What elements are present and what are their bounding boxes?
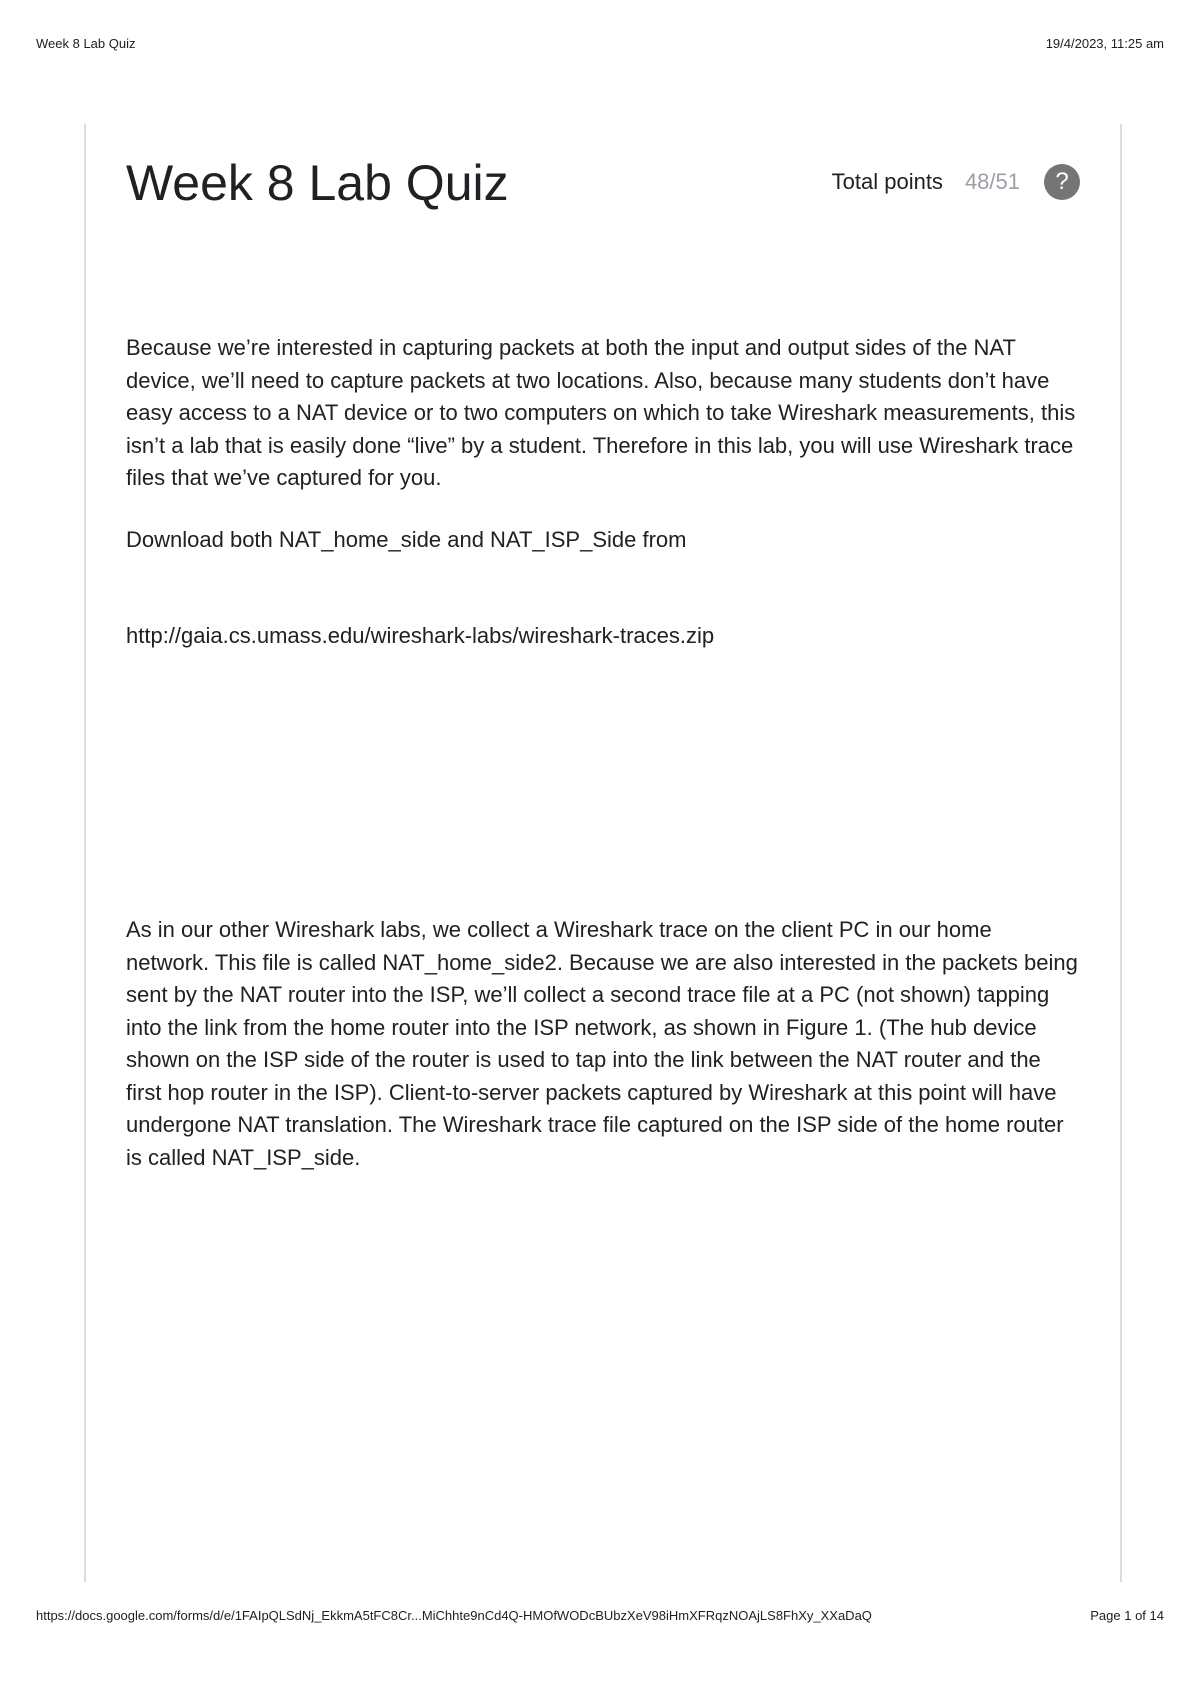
print-header-datetime: 19/4/2023, 11:25 am [1045,36,1164,51]
print-footer-url: https://docs.google.com/forms/d/e/1FAIpQLSdNj_EkkmA5tFC8Cr...MiChhte9nCd4Q-HMOfWODcBUbzXeV98iHmXFRqzNOAjLS8FhXy_XXaDaQ [36,1608,872,1623]
print-header [36,36,1164,56]
trace-description-paragraph: As in our other Wireshark labs, we collect a Wireshark trace on the client PC in our home network. This file is called NAT_home_side2. Because we are also interested in the packets being sent by the NAT router into the ISP, we’ll collect a second trace file at a PC (not shown) tapping into the link from the home router into the ISP network, as shown in Figure 1. (The hub device shown on the ISP side of the router is used to tap into the link between the NAT router and the first hop router in the ISP). Client-to-server packets captured by Wireshark at this point will have undergone NAT translation. The Wireshark trace file captured on the ISP side of the home router is called NAT_ISP_side. [126,917,1078,1170]
total-points [832,162,1080,202]
print-footer [36,1608,1164,1628]
trace-download-url: http://gaia.cs.umass.edu/wireshark-labs/wireshark-traces.zip [126,623,715,648]
total-points-value: 48/51 [964,169,1020,194]
intro-paragraph: Because we’re interested in capturing packets at both the input and output sides of the NAT device, we’ll need to capture packets at two locations. Also, because many students don’t have easy access to a NAT device or to two computers on which to take Wireshark measurements, this isn’t a lab that is easily done “live” by a student. Therefore in this lab, you will use Wireshark trace files that we’ve captured for you. [126,335,1076,490]
total-points-label: Total points [831,169,943,194]
download-instruction: Download both NAT_home_side and NAT_ISP_Side from [126,527,687,552]
page-number: Page 1 of 14 [1090,1608,1164,1623]
print-header-title: Week 8 Lab Quiz [36,36,136,51]
help-icon[interactable]: ? [1044,164,1080,200]
quiz-header [126,148,1080,218]
quiz-card [84,124,1122,1582]
page-title: Week 8 Lab Quiz [126,155,509,211]
